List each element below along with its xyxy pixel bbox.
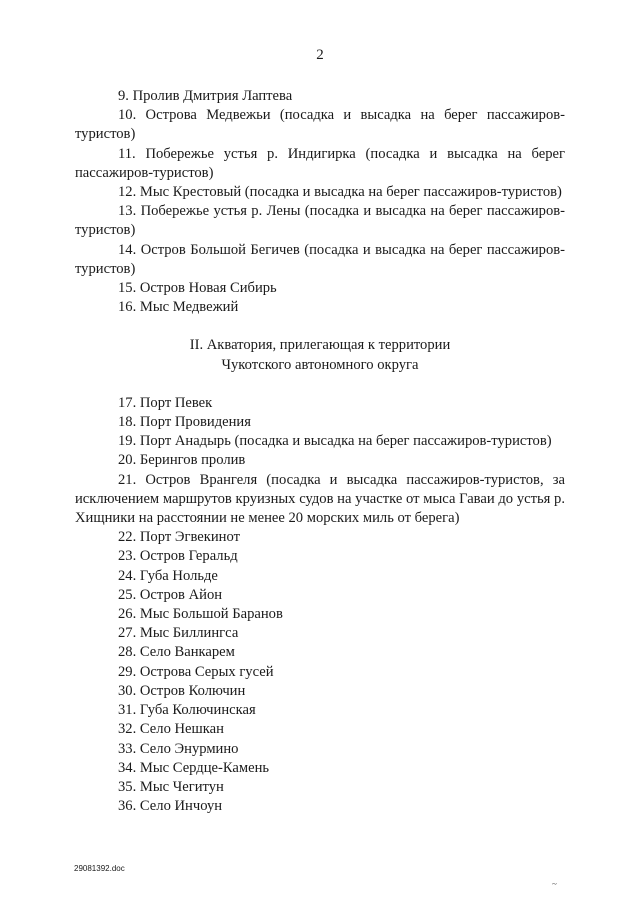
list-item-28: 28. Село Ванкарем	[118, 644, 235, 661]
list-item-35: 35. Мыс Чегитун	[118, 778, 224, 795]
section-heading	[75, 336, 565, 374]
list-item-23: 23. Остров Геральд	[118, 548, 238, 565]
footer-file-name: 29081392.doc	[74, 864, 125, 873]
list-part-1	[75, 87, 565, 317]
list-item-21: 21. Остров Врангеля (посадка и высадка пассажиров-туристов, за исключением маршрутов круизных судов на участке от мыса Гаваи до устья р. Хищники на расстоянии не менее 20 морских миль от берега)	[75, 471, 565, 527]
list-item-17: 17. Порт Певек	[118, 394, 213, 411]
section-heading-line-1: II. Акватория, прилегающая к территории	[189, 337, 451, 354]
list-item-26: 26. Мыс Большой Баранов	[118, 606, 283, 623]
list-item-30: 30. Остров Колючин	[118, 682, 246, 699]
section-heading-line-2: Чукотского автономного округа	[221, 356, 419, 373]
list-item-16: 16. Мыс Медвежий	[118, 299, 239, 316]
list-item-14: 14. Остров Большой Бегичев (посадка и высадка на берег пассажиров-туристов)	[75, 241, 565, 277]
list-item-29: 29. Острова Серых гусей	[118, 663, 274, 680]
list-item-36: 36. Село Инчоун	[118, 798, 223, 815]
list-item-18: 18. Порт Провидения	[118, 414, 251, 431]
document-body	[75, 87, 565, 816]
list-item-27: 27. Мыс Биллингса	[118, 625, 239, 642]
list-item-12: 12. Мыс Крестовый (посадка и высадка на берег пассажиров-туристов)	[118, 184, 562, 201]
list-item-25: 25. Остров Айон	[118, 586, 223, 603]
list-item-22: 22. Порт Эгвекинот	[118, 529, 240, 546]
list-part-2	[75, 394, 565, 816]
spacer	[75, 375, 565, 394]
list-item-20: 20. Берингов пролив	[118, 452, 246, 469]
list-item-32: 32. Село Нешкан	[118, 721, 224, 738]
spacer	[75, 317, 565, 336]
list-item-13: 13. Побережье устья р. Лены (посадка и высадка на берег пассажиров-туристов)	[75, 203, 565, 239]
list-item-33: 33. Село Энурмино	[118, 740, 239, 757]
list-item-15: 15. Остров Новая Сибирь	[118, 280, 277, 297]
list-item-34: 34. Мыс Сердце-Камень	[118, 759, 270, 776]
list-item-24: 24. Губа Нольде	[118, 567, 218, 584]
corner-mark: ~	[552, 879, 558, 889]
list-item-31: 31. Губа Колючинская	[118, 702, 256, 719]
list-item-11: 11. Побережье устья р. Индигирка (посадка и высадка на берег пассажиров-туристов)	[75, 145, 565, 181]
list-item-10: 10. Острова Медвежьи (посадка и высадка на берег пассажиров-туристов)	[75, 107, 565, 143]
page-number: 2	[316, 47, 324, 63]
list-item-19: 19. Порт Анадырь (посадка и высадка на берег пассажиров-туристов)	[118, 433, 552, 450]
list-item-9: 9. Пролив Дмитрия Лаптева	[118, 88, 293, 104]
